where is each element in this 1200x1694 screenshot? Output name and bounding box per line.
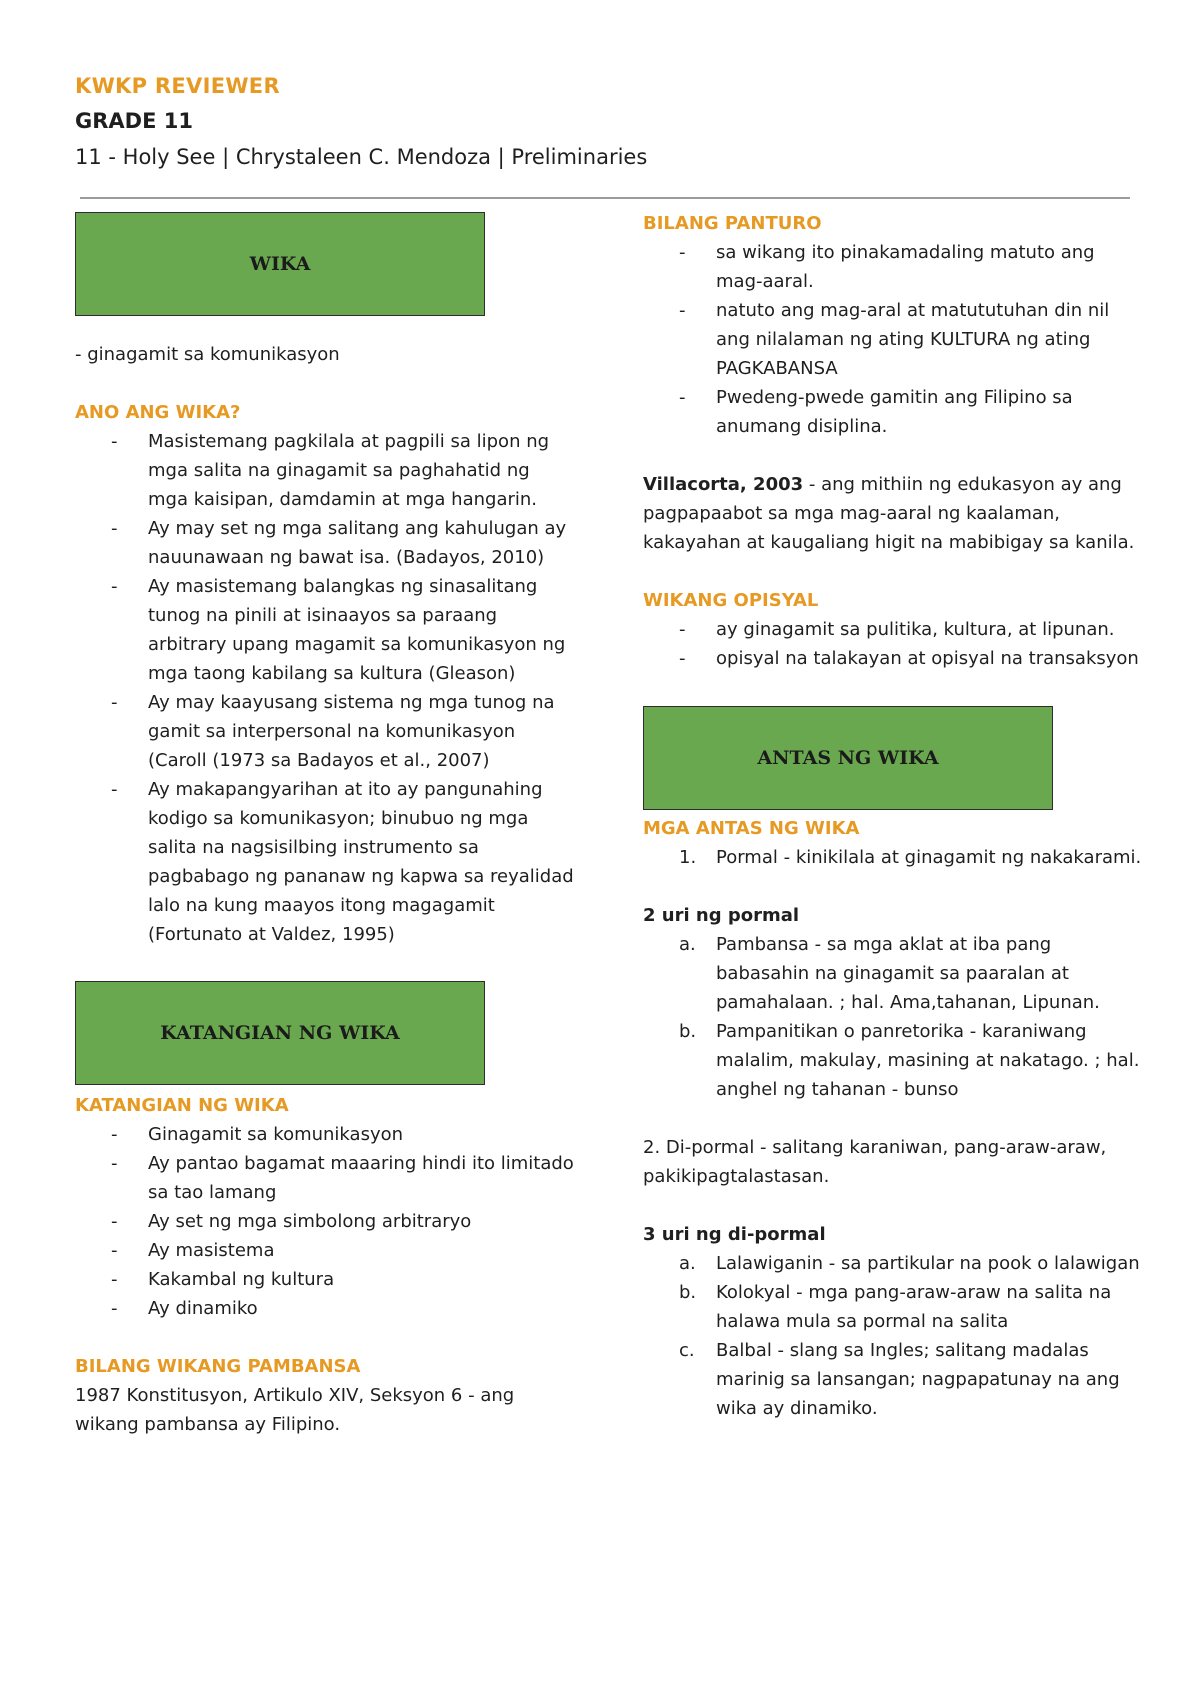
list-item: - Pwedeng-pwede gamitin ang Filipino sa anumang disiplina. [643,383,1143,441]
intro-text: - ginagamit sa komunikasyon [75,344,340,365]
list-item [643,1278,1143,1336]
list-item: - Ay makapangyarihan at ito ay pangunahing kodigo sa komunikasyon; binubuo ng mga salita na nagsisilbing instrumento sa pagbabago ng pananaw ng kapwa sa reyalidad lalo na kung maayos itong magagamit (Fortunato at Valdez, 1995) [75,775,575,949]
text-run: KULTURA [929,329,1011,350]
pambansa-text: 1987 Konstitusyon, Artikulo XIV, Seksyon 6 - ang wikang pambansa ay Filipino. [75,1385,515,1435]
heading-uri-ng-dipormal: 3 uri ng di-pormal [643,1224,826,1245]
list-item: - Ay dinamiko [75,1294,575,1323]
list-text: Pampanitikan o panretorika - karaniwang malalim, makulay, masining at nakatago. ; hal. anghel ng tahanan - bunso [716,1021,1140,1100]
list-item: - Kakambal ng kultura [75,1265,575,1294]
grade-label: GRADE 11 [75,109,193,133]
list-item: - sa wikang ito pinakamadaling matuto ang mag-aaral. [643,238,1143,296]
banner-antas-ng-wika: ANTAS NG WIKA [643,706,1053,810]
list-item [643,930,1143,1017]
list-item: - Ay pantao bagamat maaaring hindi ito limitado sa tao lamang [75,1149,575,1207]
right-column [643,209,1143,1423]
list-marker: b. [679,1021,697,1042]
list-item [643,296,1143,383]
heading-bilang-wikang-pambansa: BILANG WIKANG PAMBANSA [75,1356,361,1377]
header-divider [80,197,1130,199]
list-text: Pambansa - sa mga aklat at iba pang babasahin na ginagamit sa paaralan at pamahalaan. ; hal. Ama,tahanan, Lipunan. [716,934,1100,1013]
text-run: natuto ang mag-aral at matututuhan din nil ang nilalaman ng ating [716,300,1110,350]
villacorta-reference: Villacorta, 2003 [643,474,804,495]
list-item: - Ay masistemang balangkas ng sinasalitang tunog na pinili at isinaayos sa paraang arbitrary upang magamit sa komunikasyon ng mga taong kabilang sa kultura (Gleason) [75,572,575,688]
left-column [75,212,575,1439]
dipormal-types-list [643,1249,1143,1423]
banner-wika: WIKA [75,212,485,316]
text-run: PAGKABANSA [716,358,838,379]
list-item: - Ay may set ng mga salitang ang kahulugan ay nauunawaan ng bawat isa. (Badayos, 2010) [75,514,575,572]
list-item: - Ginagamit sa komunikasyon [75,1120,575,1149]
list-marker: 1. [679,847,697,868]
list-text: Balbal - slang sa Ingles; salitang madalas marinig sa lansangan; nagpapatunay na ang wika ay dinamiko. [716,1340,1120,1419]
list-item: - opisyal na talakayan at opisyal na transaksyon [643,644,1143,673]
katangian-list [75,1120,575,1323]
villacorta-text: - ang mithiin ng edukasyon ay ang pagpapaabot sa mga mag-aaral ng kaalaman, kakayahan at kaugaliang higit na mabibigay sa kanila. [643,474,1135,553]
heading-ano-ang-wika: ANO ANG WIKA? [75,402,241,423]
document-subtitle: 11 - Holy See | Chrystaleen C. Mendoza | Preliminaries [75,145,648,169]
heading-katangian-ng-wika: KATANGIAN NG WIKA [75,1095,289,1116]
list-item [643,1249,1143,1278]
list-item: - Masistemang pagkilala at pagpili sa lipon ng mga salita na ginagamit sa paghahatid ng mga kaisipan, damdamin at mga hangarin. [75,427,575,514]
document-title: KWKP REVIEWER [75,74,280,98]
text-run: ng ating [1010,329,1091,350]
list-item: - Ay may kaayusang sistema ng mga tunog na gamit sa interpersonal na komunikasyon (Caroll (1973 sa Badayos et al., 2007) [75,688,575,775]
list-item: - Ay masistema [75,1236,575,1265]
panturo-list [643,238,1143,441]
list-item [643,843,1143,872]
dipormal-paragraph: 2. Di-pormal - salitang karaniwan, pang-araw-araw, pakikipagtalastasan. [643,1137,1107,1187]
list-item: - ay ginagamit sa pulitika, kultura, at lipunan. [643,615,1143,644]
heading-bilang-panturo: BILANG PANTURO [643,213,822,234]
list-text: Pormal - kinikilala at ginagamit ng nakakarami. [716,847,1142,868]
list-marker: a. [679,1253,696,1274]
heading-wikang-opisyal: WIKANG OPISYAL [643,590,819,611]
opisyal-list [643,615,1143,673]
list-text: Kolokyal - mga pang-araw-araw na salita na halawa mula sa pormal na salita [716,1282,1112,1332]
list-item [643,1017,1143,1104]
villacorta-paragraph [643,470,1143,557]
list-text: Lalawiganin - sa partikular na pook o lalawigan [716,1253,1140,1274]
pormal-types-list [643,930,1143,1104]
heading-mga-antas-ng-wika: MGA ANTAS NG WIKA [643,818,860,839]
list-marker: a. [679,934,696,955]
list-marker: c. [679,1340,695,1361]
list-item: - Ay set ng mga simbolong arbitraryo [75,1207,575,1236]
ano-ang-wika-list [75,427,575,949]
list-marker: b. [679,1282,697,1303]
heading-uri-ng-pormal: 2 uri ng pormal [643,905,800,926]
antas-list [643,843,1143,872]
list-item [643,1336,1143,1423]
banner-katangian-ng-wika: KATANGIAN NG WIKA [75,981,485,1085]
